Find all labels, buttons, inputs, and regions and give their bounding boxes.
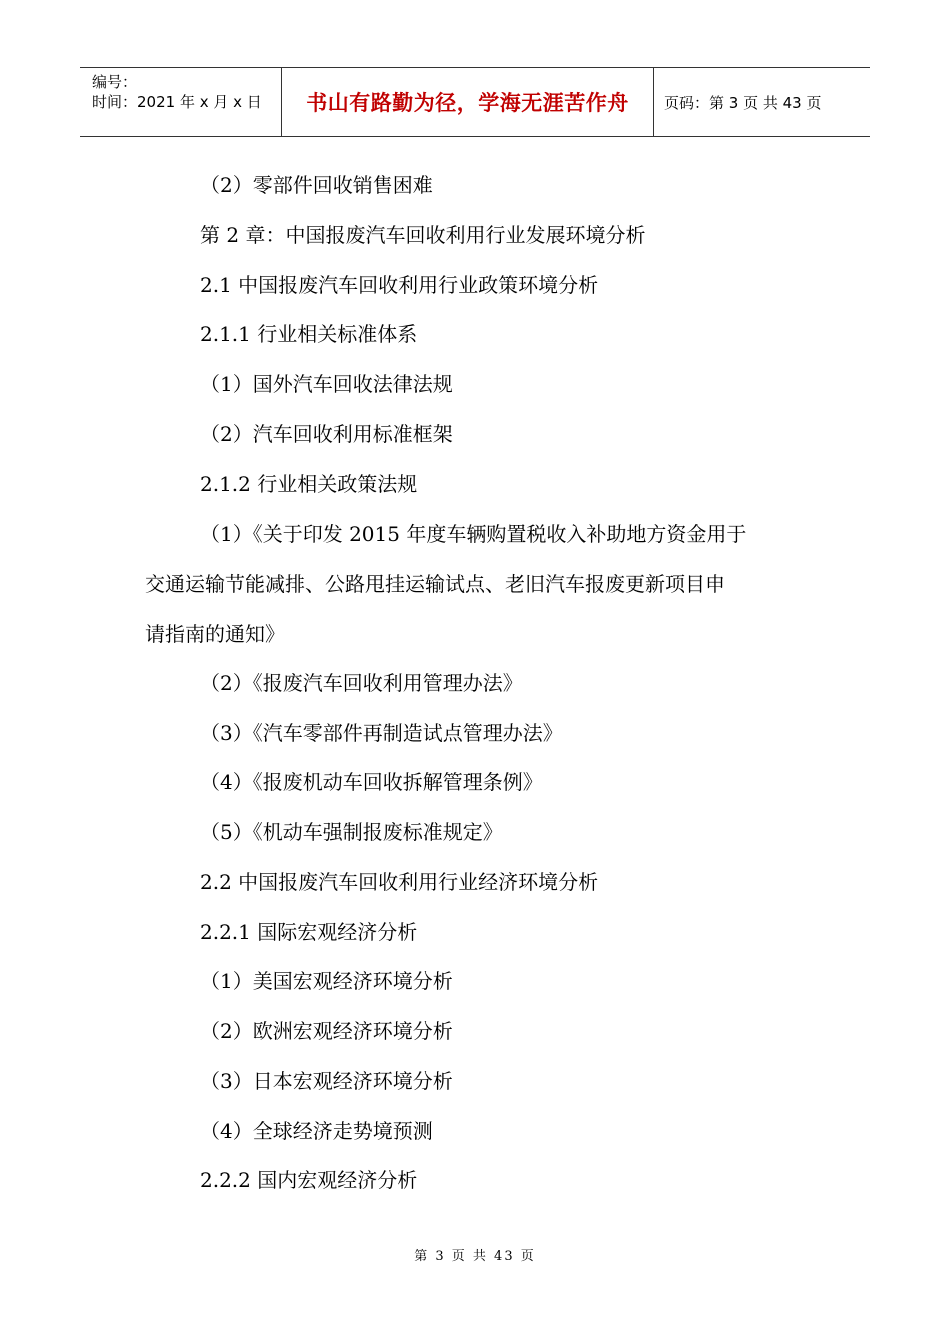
body-line: （4）全球经济走势境预测: [200, 1119, 433, 1143]
subsection-heading: 2.1.2 行业相关政策法规: [200, 472, 418, 496]
document-number-label: 编号：: [92, 73, 138, 91]
header-meta: [80, 68, 282, 136]
section-heading: 2.1 中国报废汽车回收利用行业政策环境分析: [200, 273, 599, 297]
body-line: （5）《机动车强制报废标准规定》: [200, 820, 503, 844]
body-line: 交通运输节能减排、公路甩挂运输试点、老旧汽车报废更新项目申: [145, 572, 725, 596]
header-motto: 书山有路勤为径，学海无涯苦作舟: [282, 68, 654, 136]
page-header: [80, 67, 870, 137]
document-date-label: 时间：2021 年 x 月 x 日: [92, 93, 262, 111]
subsection-heading: 2.2.1 国际宏观经济分析: [200, 920, 418, 944]
body-line: （2）《报废汽车回收利用管理办法》: [200, 671, 523, 695]
body-line: （1）国外汽车回收法律法规: [200, 372, 453, 396]
body-line: （4）《报废机动车回收拆解管理条例》: [200, 770, 543, 794]
section-heading: 2.2 中国报废汽车回收利用行业经济环境分析: [200, 870, 599, 894]
body-line: （3）《汽车零部件再制造试点管理办法》: [200, 721, 563, 745]
body-line: （1）《关于印发 2015 年度车辆购置税收入补助地方资金用于: [200, 522, 747, 546]
subsection-heading: 2.2.2 国内宏观经济分析: [200, 1168, 418, 1192]
body-line: 请指南的通知》: [145, 622, 285, 646]
chapter-heading: 第 2 章：中国报废汽车回收利用行业发展环境分析: [200, 223, 646, 247]
header-page-info: 页码：第 3 页 共 43 页: [664, 93, 822, 112]
body-line: （1）美国宏观经济环境分析: [200, 969, 453, 993]
body-line: （3）日本宏观经济环境分析: [200, 1069, 453, 1093]
body-line: （2）汽车回收利用标准框架: [200, 422, 453, 446]
body-line: （2）零部件回收销售困难: [200, 173, 433, 197]
body-line: （2）欧洲宏观经济环境分析: [200, 1019, 453, 1043]
subsection-heading: 2.1.1 行业相关标准体系: [200, 322, 418, 346]
page-footer: 第 3 页 共 43 页: [414, 1249, 536, 1264]
